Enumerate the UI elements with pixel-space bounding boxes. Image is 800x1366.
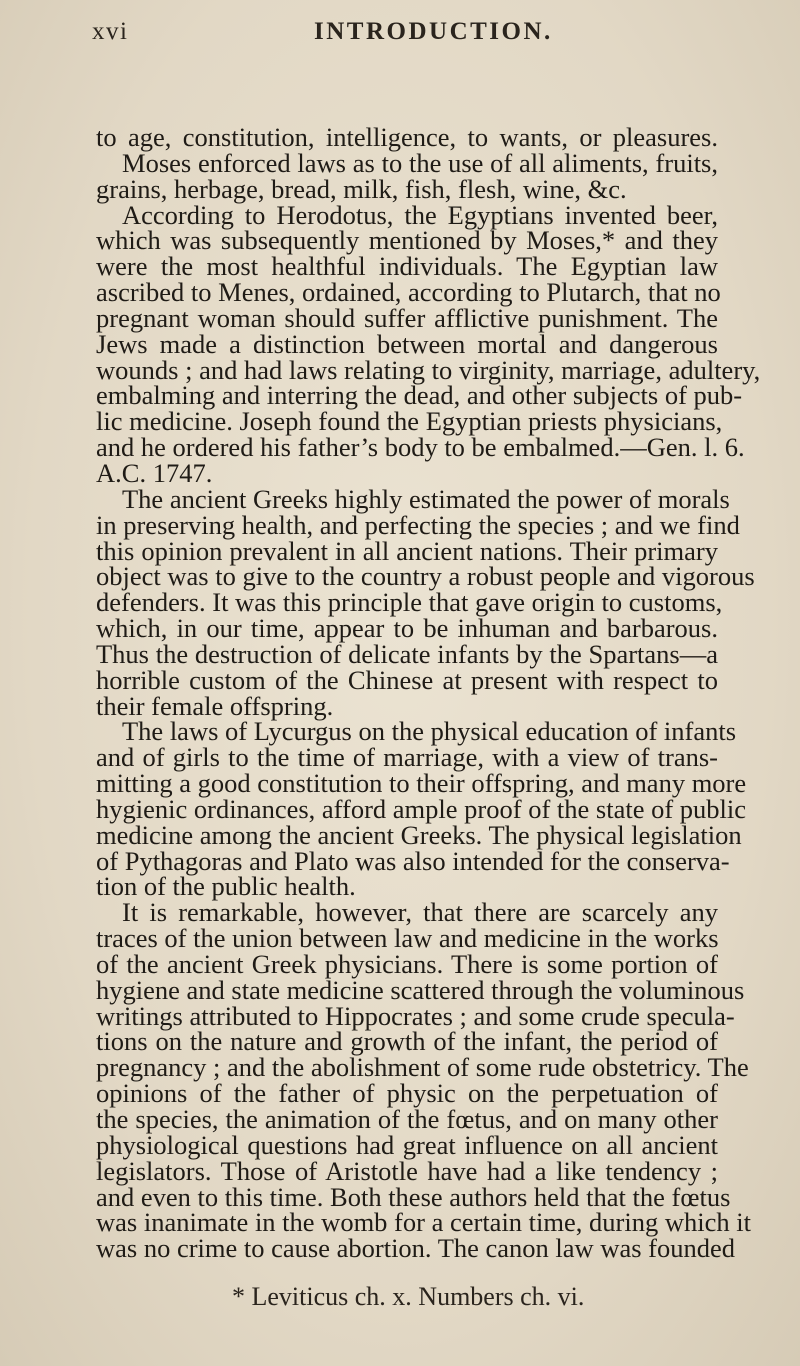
text-line: hygiene and state medicine scattered through the voluminous	[96, 974, 745, 1005]
text-line: defenders. It was this principle that gave origin to customs,	[96, 587, 723, 618]
text-line: this opinion prevalent in all ancient nations. Their primary	[96, 535, 718, 566]
running-title: INTRODUCTION.	[314, 18, 553, 45]
text-line: The laws of Lycurgus on the physical education of infants	[122, 716, 737, 747]
text-line: medicine among the ancient Greeks. The physical legislation	[96, 819, 742, 850]
text-line: were the most healthful individuals. The Egyptian law	[96, 251, 718, 282]
text-line: A.C. 1747.	[96, 457, 213, 488]
text-line: According to Herodotus, the Egyptians invented beer,	[122, 199, 718, 230]
text-line: tions on the nature and growth of the infant, the period of	[96, 1026, 718, 1057]
text-line: writings attributed to Hippocrates ; and some crude specula-	[96, 1000, 735, 1031]
text-line: to age, constitution, intelligence, to wants, or pleasures.	[96, 122, 718, 152]
text-line: physiological questions had great influence on all ancient	[96, 1129, 718, 1160]
text-line: was inanimate in the womb for a certain time, during which it	[96, 1207, 751, 1238]
text-line: object was to give to the country a robust people and vigorous	[96, 561, 755, 592]
text-line: the species, the animation of the fœtus, and on many other	[96, 1104, 718, 1134]
text-line: It is remarkable, however, that there are scarcely any	[122, 897, 718, 928]
page-number: xvi	[92, 18, 129, 45]
text-line: traces of the union between law and medicine in the works	[96, 923, 719, 954]
text-line: lic medicine. Joseph found the Egyptian priests physicians,	[96, 406, 723, 437]
text-line: wounds ; and had laws relating to virginity, marriage, adultery,	[96, 354, 761, 385]
text-line: Thus the destruction of delicate infants by the Spartans—a	[96, 638, 718, 669]
text-line: was no crime to cause abortion. The canon law was founded	[96, 1233, 735, 1264]
text-line: Jews made a distinction between mortal and dangerous	[96, 328, 718, 359]
text-line: which was subsequently mentioned by Moses,* and they	[96, 225, 718, 256]
text-line: embalming and interring the dead, and other subjects of pub-	[96, 380, 743, 411]
text-line: which, in our time, appear to be inhuman and barbarous.	[96, 613, 718, 643]
text-line: and of girls to the time of marriage, with a view of trans-	[96, 742, 718, 773]
text-line: Moses enforced laws as to the use of all aliments, fruits,	[122, 147, 718, 178]
text-line: pregnancy ; and the abolishment of some rude obstetricy. The	[96, 1052, 749, 1083]
text-line: and even to this time. Both these authors held that the fœtus	[96, 1181, 731, 1212]
text-line: horrible custom of the Chinese at present with respect to	[96, 664, 718, 695]
text-line: legislators. Those of Aristotle have had a like tendency ;	[96, 1155, 718, 1186]
text-line: in preserving health, and perfecting the species ; and we find	[96, 509, 740, 540]
footnote: * Leviticus ch. x. Numbers ch. vi.	[232, 1282, 585, 1311]
text-line: ascribed to Menes, ordained, according to Plutarch, that no	[96, 277, 721, 307]
text-line: of the ancient Greek physicians. There is some portion of	[96, 948, 718, 979]
text-line: their female offspring.	[96, 690, 334, 721]
text-line: tion of the public health.	[96, 871, 356, 902]
text-line: and he ordered his father’s body to be embalmed.—Gen. l. 6.	[96, 432, 745, 463]
text-line: hygienic ordinances, afford ample proof of the state of public	[96, 793, 747, 824]
text-line: pregnant woman should suffer afflictive punishment. The	[96, 302, 718, 333]
text-line: of Pythagoras and Plato was also intended for the conserva-	[96, 845, 730, 876]
text-line: opinions of the father of physic on the perpetuation of	[96, 1078, 718, 1109]
text-line: grains, herbage, bread, milk, fish, flesh, wine, &c.	[96, 173, 627, 204]
text-line: mitting a good constitution to their offspring, and many more	[96, 768, 747, 798]
text-line: The ancient Greeks highly estimated the power of morals	[122, 483, 730, 514]
